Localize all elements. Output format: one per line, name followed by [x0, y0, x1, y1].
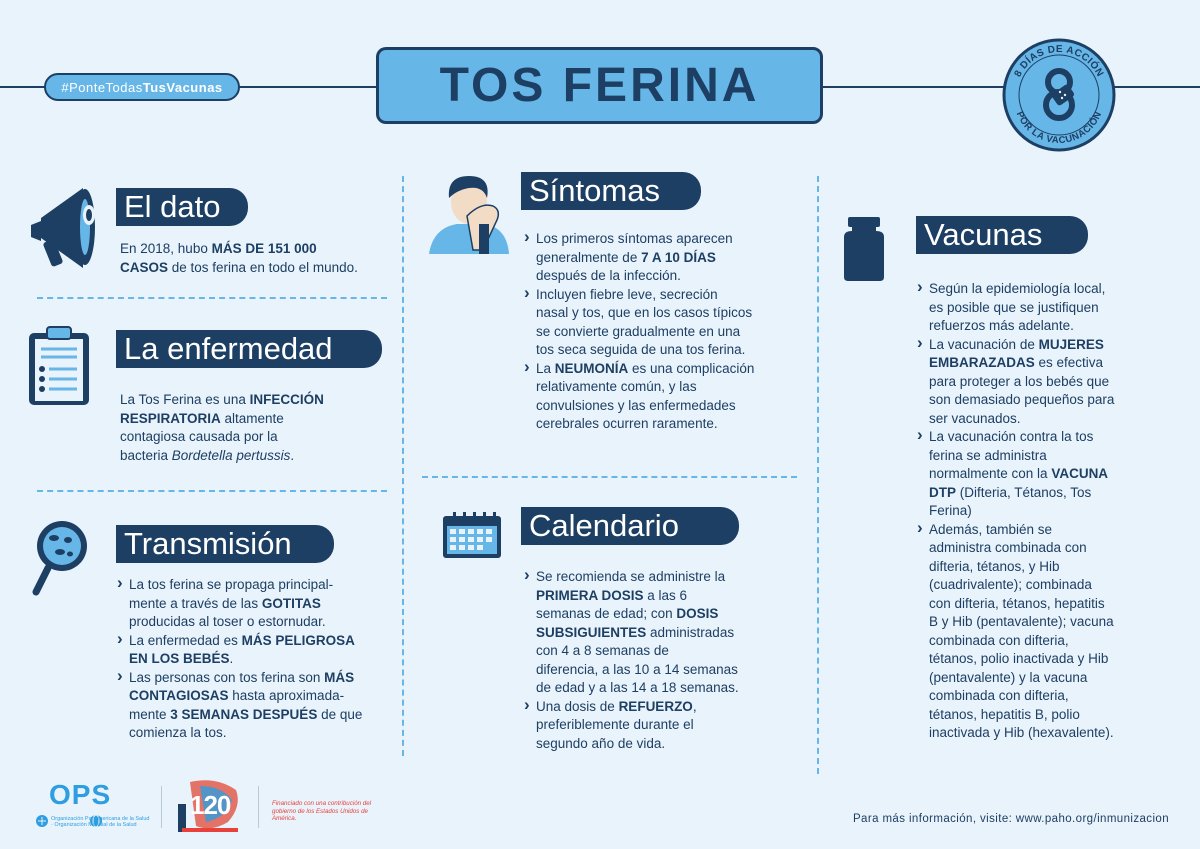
magnifier-germs-icon: [30, 518, 92, 596]
sintomas-b3-l3: convulsiones y las enfermedades: [536, 397, 736, 413]
vacunas-b4-l11: tétanos, hepatitis B, polio: [929, 706, 1080, 722]
row-divider-left-2: [37, 490, 387, 492]
sintomas-b2-l3: se convierte gradualmente en una: [536, 323, 741, 339]
transmision-heading: Transmisión: [124, 526, 292, 561]
sintomas-b3-l1b: NEUMONÍA: [554, 360, 629, 376]
sintomas-b3-l1c: es una complicación: [628, 360, 755, 376]
footer-separator-1: [161, 786, 162, 828]
dato-heading: El dato: [124, 189, 221, 224]
section-heading-transmision: [116, 525, 334, 563]
vacunas-b4-l3: difteria, tétanos, y Hib: [929, 558, 1060, 574]
vaccination-week-badge-icon: [1002, 38, 1116, 152]
vacunas-b4-l10: combinada con difteria,: [929, 688, 1069, 703]
vacunas-b4-l1: Además, también se: [929, 521, 1053, 537]
transmision-b3-l3c: de que: [317, 706, 363, 722]
hashtag-pill: [44, 73, 240, 101]
calendario-b1-l5: con 4 a 8 semanas de: [536, 643, 669, 658]
vacunas-b2-l1b: MUJERES: [1038, 336, 1104, 352]
enfermedad-b1: INFECCIÓN: [249, 392, 324, 407]
vacunas-list: [917, 280, 1182, 743]
ops-logo-subtitle: Organización Panamericana de la Salud · Organización Mundial de la Salud: [51, 816, 150, 828]
sintomas-b1-l2b: 7 A 10 DÍAS: [641, 249, 716, 265]
calendario-b1-l1: Se recomienda se administre la: [536, 569, 726, 584]
vacunas-b4-l4: (cuadrivalente); combinada: [929, 577, 1092, 592]
dato-p1: En 2018, hubo: [120, 241, 212, 256]
sintomas-b1-l2a: generalmente de: [536, 249, 642, 265]
vacunas-b4-l6: B y Hib (pentavalente); vacuna: [929, 614, 1114, 629]
vacunas-b3-l3b: VACUNA: [1051, 466, 1109, 481]
transmision-b2-l1b: MÁS PELIGROSA: [241, 632, 355, 648]
calendario-b1-l4a: SUBSIGUIENTES: [536, 624, 647, 640]
list-item: [524, 286, 814, 360]
enfermedad-i1: Bordetella pertussis: [171, 447, 291, 463]
transmision-b2-l1a: La enfermedad es: [129, 632, 242, 648]
more-info-link[interactable]: Para más información, visite: www.paho.org/inmunizacion: [852, 813, 1169, 825]
section-heading-vacunas: [916, 216, 1088, 254]
vacunas-b3-l4b: (Difteria, Tétanos, Tos: [956, 484, 1092, 500]
hashtag-bold: TusVacunas: [142, 79, 223, 95]
list-item: [524, 568, 814, 698]
vacunas-b1-l3: refuerzos más adelante.: [929, 318, 1074, 333]
calendario-b1-l3a: semanas de edad; con: [536, 606, 677, 621]
calendario-b2-l3: segundo año de vida.: [536, 735, 666, 751]
list-item: [117, 669, 402, 743]
ops-120-anniversary-logo: [176, 776, 246, 834]
vacunas-b4-l5: con difteria, tétanos, hepatitis: [929, 595, 1105, 611]
vacunas-b1-l1: Según la epidemiología local,: [929, 281, 1106, 296]
calendario-b1-l7: de edad y a las 14 a 18 semanas.: [536, 680, 739, 695]
vacunas-b4-l9: (pentavalente) y la vacuna: [929, 669, 1088, 685]
vacunas-b3-l3a: normalmente con la: [929, 466, 1052, 481]
ops-logo-text: OPS: [49, 779, 112, 810]
section-heading-sintomas: [521, 172, 701, 210]
badge-arc-bottom: POR LA VACUNACIÓN: [1013, 109, 1105, 147]
calendario-b2-l1c: ,: [692, 698, 697, 714]
calendario-list: [524, 568, 814, 753]
transmision-b3-l3a: mente: [129, 706, 171, 722]
transmision-b3-l2a: CONTAGIOSAS: [129, 688, 229, 703]
sintomas-b2-l2: nasal y tos, que en los casos típicos: [536, 305, 753, 320]
transmision-b2-l2: EN LOS BEBÉS: [129, 651, 230, 666]
megaphone-icon: [27, 185, 102, 271]
calendario-heading: Calendario: [529, 508, 679, 543]
dato-p2: de tos ferina en todo el mundo.: [168, 259, 358, 275]
badge-number: 8: [1002, 38, 1003, 39]
vacunas-b4-l7: combinada con difteria,: [929, 632, 1069, 648]
calendario-b1-l3b: DOSIS: [676, 606, 719, 621]
sintomas-b1-l3: después de la infección.: [536, 268, 681, 283]
vacunas-b2-l4: son demasiado pequeños para: [929, 392, 1115, 407]
section-heading-enfermedad: [116, 330, 382, 368]
vaccine-vial-icon: [838, 215, 890, 283]
list-item: [917, 521, 1182, 743]
dato-b1: MÁS DE 151 000: [211, 241, 317, 256]
list-item: [117, 632, 402, 669]
list-item: [524, 360, 814, 434]
enfermedad-b2: RESPIRATORIA: [120, 410, 221, 426]
column-divider-1: [402, 176, 404, 756]
list-item: [917, 428, 1182, 521]
ops-logo[interactable]: [35, 779, 155, 829]
calendario-b1-l2a: PRIMERA DOSIS: [536, 587, 644, 603]
calendario-b2-l1b: REFUERZO: [618, 698, 693, 714]
section-heading-dato: [116, 188, 248, 226]
anniversary-number: 120: [190, 790, 231, 820]
list-item: [524, 230, 814, 286]
sintomas-b1-l1: Los primeros síntomas aparecen: [536, 231, 733, 246]
transmision-b1-l3: producidas al toser o estornudar.: [129, 614, 326, 629]
row-divider-left-1: [37, 297, 387, 299]
enfermedad-p5: .: [290, 447, 295, 463]
list-item: [917, 280, 1182, 336]
calendario-b1-l6: diferencia, a las 10 a 14 semanas: [536, 661, 738, 677]
enfermedad-text: [120, 391, 390, 465]
section-heading-calendario: [521, 507, 739, 545]
transmision-b3-l1a: Las personas con tos ferina son: [129, 669, 325, 685]
enfermedad-p4: bacteria: [120, 447, 172, 463]
vacunas-heading: Vacunas: [924, 217, 1043, 252]
list-item: [117, 576, 402, 632]
transmision-b3-l2b: hasta aproximada-: [228, 688, 345, 703]
dato-text: [120, 240, 400, 277]
transmision-b3-l4: comienza la tos.: [129, 725, 227, 740]
vacunas-b2-l2b: es efectiva: [1034, 355, 1104, 370]
row-divider-middle: [422, 476, 797, 478]
enfermedad-p1: La Tos Ferina es una: [120, 392, 250, 407]
vacunas-b3-l4a: DTP: [929, 484, 956, 500]
calendario-b1-l4b: administradas: [646, 624, 735, 640]
vacunas-b2-l1a: La vacunación de: [929, 336, 1039, 352]
dato-b2: CASOS: [120, 259, 169, 275]
sintomas-b3-l4: cerebrales ocurren raramente.: [536, 416, 718, 431]
sintomas-heading: Síntomas: [529, 173, 660, 208]
calendar-icon: [441, 512, 503, 560]
transmision-b1-l1: La tos ferina se propaga principal-: [129, 577, 334, 592]
transmision-list: [117, 576, 402, 743]
vacunas-b1-l2: es posible que se justifiquen: [929, 299, 1099, 315]
sintomas-b3-l2: relativamente común, y las: [536, 379, 697, 394]
vacunas-b3-l2: ferina se administra: [929, 447, 1047, 463]
vacunas-b2-l5: ser vacunados.: [929, 410, 1021, 426]
transmision-b1-l2a: mente a través de las: [129, 595, 262, 611]
enfermedad-p2: altamente: [220, 410, 284, 426]
transmision-b1-l2b: GOTITAS: [261, 595, 321, 611]
footer-separator-2: [258, 786, 259, 828]
enfermedad-p3: contagiosa causada por la: [120, 429, 278, 444]
sintomas-b3-l1a: La: [536, 360, 555, 376]
transmision-b3-l1b: MÁS: [324, 669, 355, 685]
transmision-b3-l3b: 3 SEMANAS DESPUÉS: [170, 706, 318, 722]
sintomas-list: [524, 230, 814, 434]
badge-arc-top: 8 DÍAS DE ACCIÓN: [1012, 43, 1106, 79]
hashtag-prefix: #PonteTodas: [61, 79, 143, 95]
page-title-text: TOS FERINA: [439, 59, 760, 112]
vacunas-b3-l5: Ferina): [929, 503, 972, 518]
list-item: [917, 336, 1182, 429]
page-title: [376, 47, 823, 124]
calendario-b2-l2: preferiblemente durante el: [536, 717, 694, 732]
vacunas-b4-l12: inactivada y Hib (hexavalente).: [929, 725, 1114, 740]
clipboard-icon: [27, 325, 91, 407]
vacunas-b4-l2: administra combinada con: [929, 540, 1087, 555]
sintomas-b2-l1: Incluyen fiebre leve, secreción: [536, 286, 718, 302]
ops-globe-icon: [35, 814, 49, 828]
vacunas-b2-l3: para proteger a los bebés que: [929, 373, 1110, 389]
calendario-b2-l1a: Una dosis de: [536, 698, 619, 714]
vacunas-b2-l2a: EMBARAZADAS: [929, 355, 1035, 370]
list-item: [524, 698, 814, 754]
sintomas-b2-l4: tos seca seguida de una tos ferina.: [536, 342, 746, 357]
column-divider-2: [817, 176, 819, 774]
vacunas-b3-l1: La vacunación contra la tos: [929, 429, 1094, 444]
calendario-b1-l2b: a las 6: [643, 587, 688, 603]
transmision-b2-l2c: .: [229, 651, 234, 666]
sick-person-icon: [427, 172, 512, 254]
vacunas-b4-l8: tétanos, polio inactivada y Hib: [929, 651, 1109, 666]
funding-note: Financiado con una contribución del gobierno de los Estados Unidos de América.: [272, 800, 372, 822]
enfermedad-heading: La enfermedad: [124, 331, 333, 366]
